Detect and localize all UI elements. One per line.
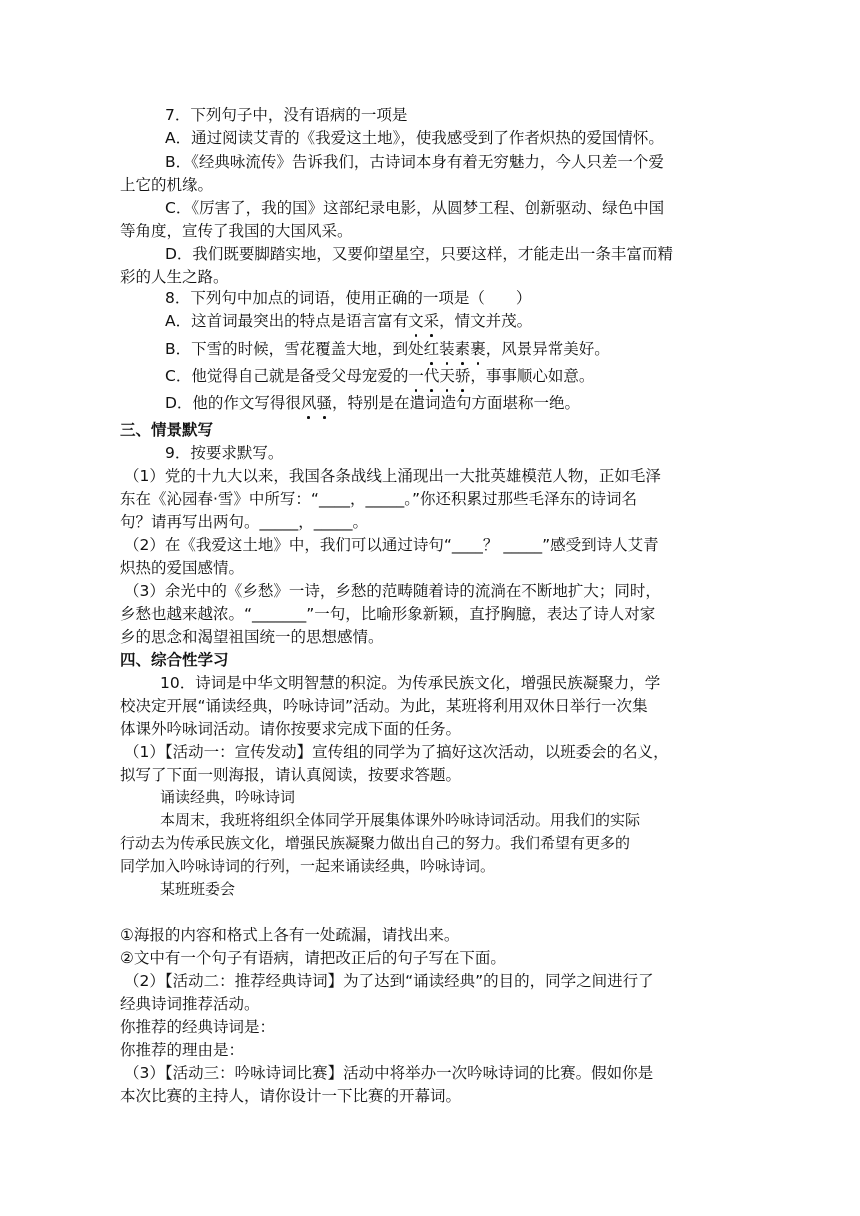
q10-stem-line-3: 体课外吟咏词活动。请你按要求完成下面的任务。 (120, 720, 462, 738)
dotted-char: 骄 (454, 367, 471, 385)
q7-option-d: D．我们既要脚踏实地，又要仰望星空，只要这样，才能走出一条丰富而精 (165, 245, 673, 263)
activity-2: （2）【活动二：推荐经典诗词】为了达到“诵读经典”的目的，同学之间进行了 (124, 972, 654, 990)
q9-part-3: （3）余光中的《乡愁》一诗，乡愁的范畴随着诗的流淌在不断地扩大；同时， (124, 582, 661, 600)
activity-1-line-2: 拟写了下面一则海报，请认真阅读，按要求答题。 (120, 766, 462, 784)
q9-part-1: （1）党的十九大以来，我国各条战线上涌现出一大批英雄模范人物，正如毛泽 (124, 467, 661, 485)
q9-part-3-line-2: 乡愁也越来越浓。“_______”一句，比喻形象新颖，直抒胸臆，表达了诗人对家 (120, 605, 656, 623)
dotted-char: 天 (439, 367, 455, 385)
q9-part-1-line-2: 东在《沁园春·雪》中所写：“____，_____。”你还积累过那些毛泽东的诗词名 (120, 490, 637, 508)
q7-stem: 7．下列句子中，没有语病的一项是 (165, 106, 408, 124)
q9-part-2-line-2: 炽热的爱国感情。 (120, 559, 245, 577)
activity-2-line-2: 经典诗词推荐活动。 (120, 995, 260, 1013)
section-3-title: 三、情景默写 (120, 421, 214, 439)
q10-stem: 10．诗词是中华文明智慧的积淀。为传承民族文化，增强民族凝聚力，学 (160, 674, 661, 692)
q8-option-a (165, 310, 785, 332)
poster-body-line-3: 同学加入吟咏诗词的行列，一起来诵读经典，吟咏诗词。 (120, 857, 496, 875)
q8-option-b (165, 338, 785, 360)
poster-signature: 某班班委会 (160, 880, 236, 898)
q9-part-3-line-3: 乡的思念和渴望祖国统一的思想感情。 (120, 628, 384, 646)
dotted-char: 红 (423, 340, 440, 358)
sub-question-2: ②文中有一个句子有语病，请把改正后的句子写在下面。 (120, 949, 506, 967)
q8-c-text-end: ，事事顺心如意。 (470, 367, 595, 385)
q8-d-text-end: ，特别是在遣词造句方面堪称一绝。 (331, 394, 580, 412)
q8-b-text: B．下雪的时候，雪花覆盖大地，到处 (165, 340, 424, 358)
dotted-char: 素 (454, 340, 471, 358)
q8-c-text: C．他觉得自己就是备受父母宠爱的 (165, 367, 409, 385)
poster-body: 本周末，我班将组织全体同学开展集体课外吟咏诗词活动。用我们的实际 (160, 811, 641, 829)
q8-d-text: D．他的作文写得很 (165, 394, 301, 412)
dotted-char: 风 (300, 394, 317, 412)
q8-a-text: A．这首词最突出的特点是语言富有 (165, 312, 409, 330)
recommend-reason-prompt: 你推荐的理由是： (120, 1041, 245, 1059)
poster-title: 诵读经典，吟咏诗词 (160, 788, 296, 806)
q7-option-a: A．通过阅读艾青的《我爱这土地》，使我感受到了作者炽热的爱国情怀。 (165, 129, 664, 147)
dotted-char: 代 (423, 367, 440, 385)
section-4-title: 四、综合性学习 (120, 651, 229, 669)
dotted-char: 骚 (316, 394, 332, 412)
dotted-char: 采 (423, 312, 440, 330)
q10-stem-line-2: 校决定开展“诵读经典，吟咏诗词”活动。为此，某班将利用双休日举行一次集 (120, 697, 648, 715)
recommend-poem-prompt: 你推荐的经典诗词是： (120, 1018, 276, 1036)
dotted-char: 装 (439, 340, 455, 358)
q7-option-d-cont: 彩的人生之路。 (120, 268, 229, 286)
q7-option-c-cont: 等角度，宣传了我国的大国风采。 (120, 222, 353, 240)
dotted-char: 裹 (470, 340, 486, 358)
q8-option-c (165, 365, 785, 387)
sub-question-1: ①海报的内容和格式上各有一处疏漏，请找出来。 (120, 926, 460, 944)
q7-option-b-cont: 上它的机缘。 (120, 176, 214, 194)
q7-option-c: C．《厉害了，我的国》这部纪录电影，从圆梦工程、创新驱动、绿色中国 (165, 199, 665, 217)
activity-1: （1）【活动一：宣传发动】宣传组的同学为了搞好这次活动，以班委会的名义， (124, 743, 669, 761)
dotted-char: 文 (408, 312, 424, 330)
activity-3: （3）【活动三：吟咏诗词比赛】活动中将举办一次吟咏诗词的比赛。假如你是 (124, 1064, 654, 1082)
dotted-char: 一 (408, 367, 424, 385)
q8-b-text-end: ，风景异常美好。 (485, 340, 610, 358)
q8-option-d (165, 392, 785, 414)
activity-3-line-2: 本次比赛的主持人，请你设计一下比赛的开幕词。 (120, 1087, 462, 1105)
q7-option-b: B．《经典咏流传》告诉我们，古诗词本身有着无穷魅力，今人只差一个爱 (165, 153, 664, 171)
q8-a-text-end: ，情文并茂。 (439, 312, 533, 330)
q8-stem: 8．下列句中加点的词语，使用正确的一项是（ ） (165, 289, 532, 307)
q9-part-1-line-3: 句？请再写出两句。_____，_____。 (120, 513, 369, 531)
q9-stem: 9．按要求默写。 (165, 444, 284, 462)
q9-part-2: （2）在《我爱这土地》中，我们可以通过诗句“____？ _____”感受到诗人艾青 (124, 536, 659, 554)
poster-body-line-2: 行动去为传承民族文化，增强民族凝聚力做出自己的努力。我们希望有更多的 (120, 834, 631, 852)
